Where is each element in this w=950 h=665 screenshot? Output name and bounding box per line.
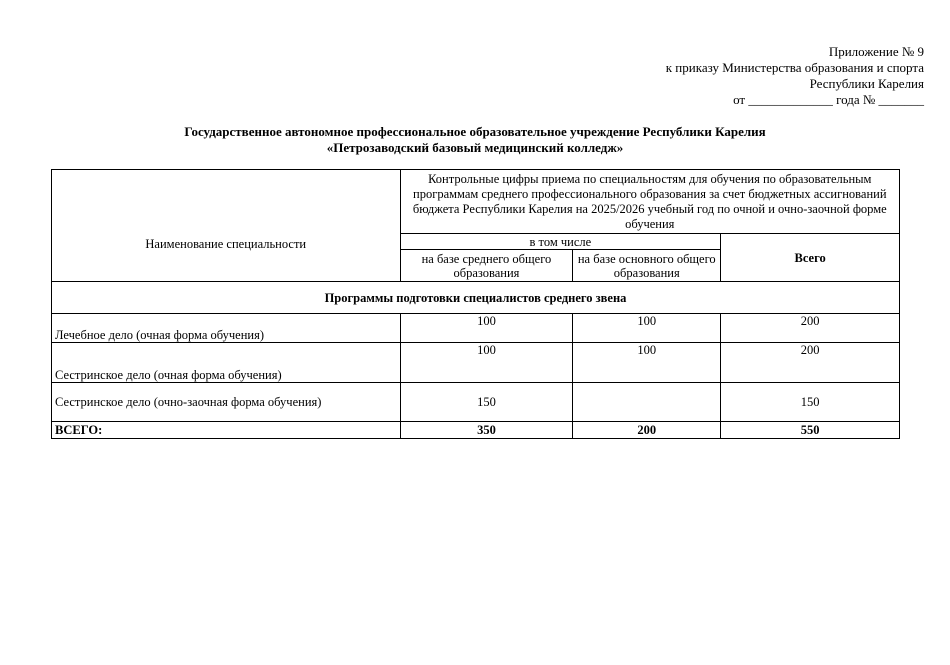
appendix-date-number: от _____________ года № _______ (733, 92, 924, 107)
row-value-secondary: 100 (400, 343, 573, 383)
row-name: Сестринское дело (очная форма обучения) (52, 343, 401, 383)
appendix-republic: Республики Карелия (809, 76, 924, 91)
header-including: в том числе (400, 234, 721, 250)
header-basic-general: на базе основного общего образования (573, 250, 721, 282)
total-value-basic: 200 (573, 422, 721, 439)
row-value-total: 200 (721, 314, 900, 343)
total-value-secondary: 350 (400, 422, 573, 439)
table-row (52, 314, 900, 343)
appendix-order-ref: к приказу Министерства образования и спорта (665, 60, 924, 75)
header-total: Всего (721, 234, 900, 282)
row-value-basic (573, 383, 721, 422)
table-row (52, 343, 900, 383)
total-row (52, 422, 900, 439)
row-value-total: 200 (721, 343, 900, 383)
organization-name: Государственное автономное профессиональное образовательное учреждение Республики Карелия (184, 124, 766, 139)
header-admission-targets: Контрольные цифры приема по специальностям для обучения по образовательным программам среднего профессионального образования за счет бюджетных ассигнований бюджета Республики Карелия на 2025/2026 учебный год по очной и очно-заочной форме обучения (400, 170, 899, 234)
row-value-secondary: 150 (400, 383, 573, 422)
row-name: Сестринское дело (очно-заочная форма обучения) (52, 383, 401, 422)
row-value-secondary: 100 (400, 314, 573, 343)
header-specialty-name: Наименование специальности (52, 170, 401, 282)
admission-table (51, 169, 900, 439)
college-name: «Петрозаводский базовый медицинский колледж» (326, 140, 624, 155)
appendix-number: Приложение № 9 (828, 44, 924, 59)
appendix-block (666, 44, 924, 108)
total-value-total: 550 (721, 422, 900, 439)
total-label: ВСЕГО: (52, 422, 401, 439)
section-title: Программы подготовки специалистов среднего звена (52, 282, 900, 314)
row-value-basic: 100 (573, 314, 721, 343)
organization-title (0, 124, 950, 156)
row-value-basic: 100 (573, 343, 721, 383)
table-row (52, 383, 900, 422)
row-name: Лечебное дело (очная форма обучения) (52, 314, 401, 343)
header-secondary-general: на базе среднего общего образования (400, 250, 573, 282)
row-value-total: 150 (721, 383, 900, 422)
